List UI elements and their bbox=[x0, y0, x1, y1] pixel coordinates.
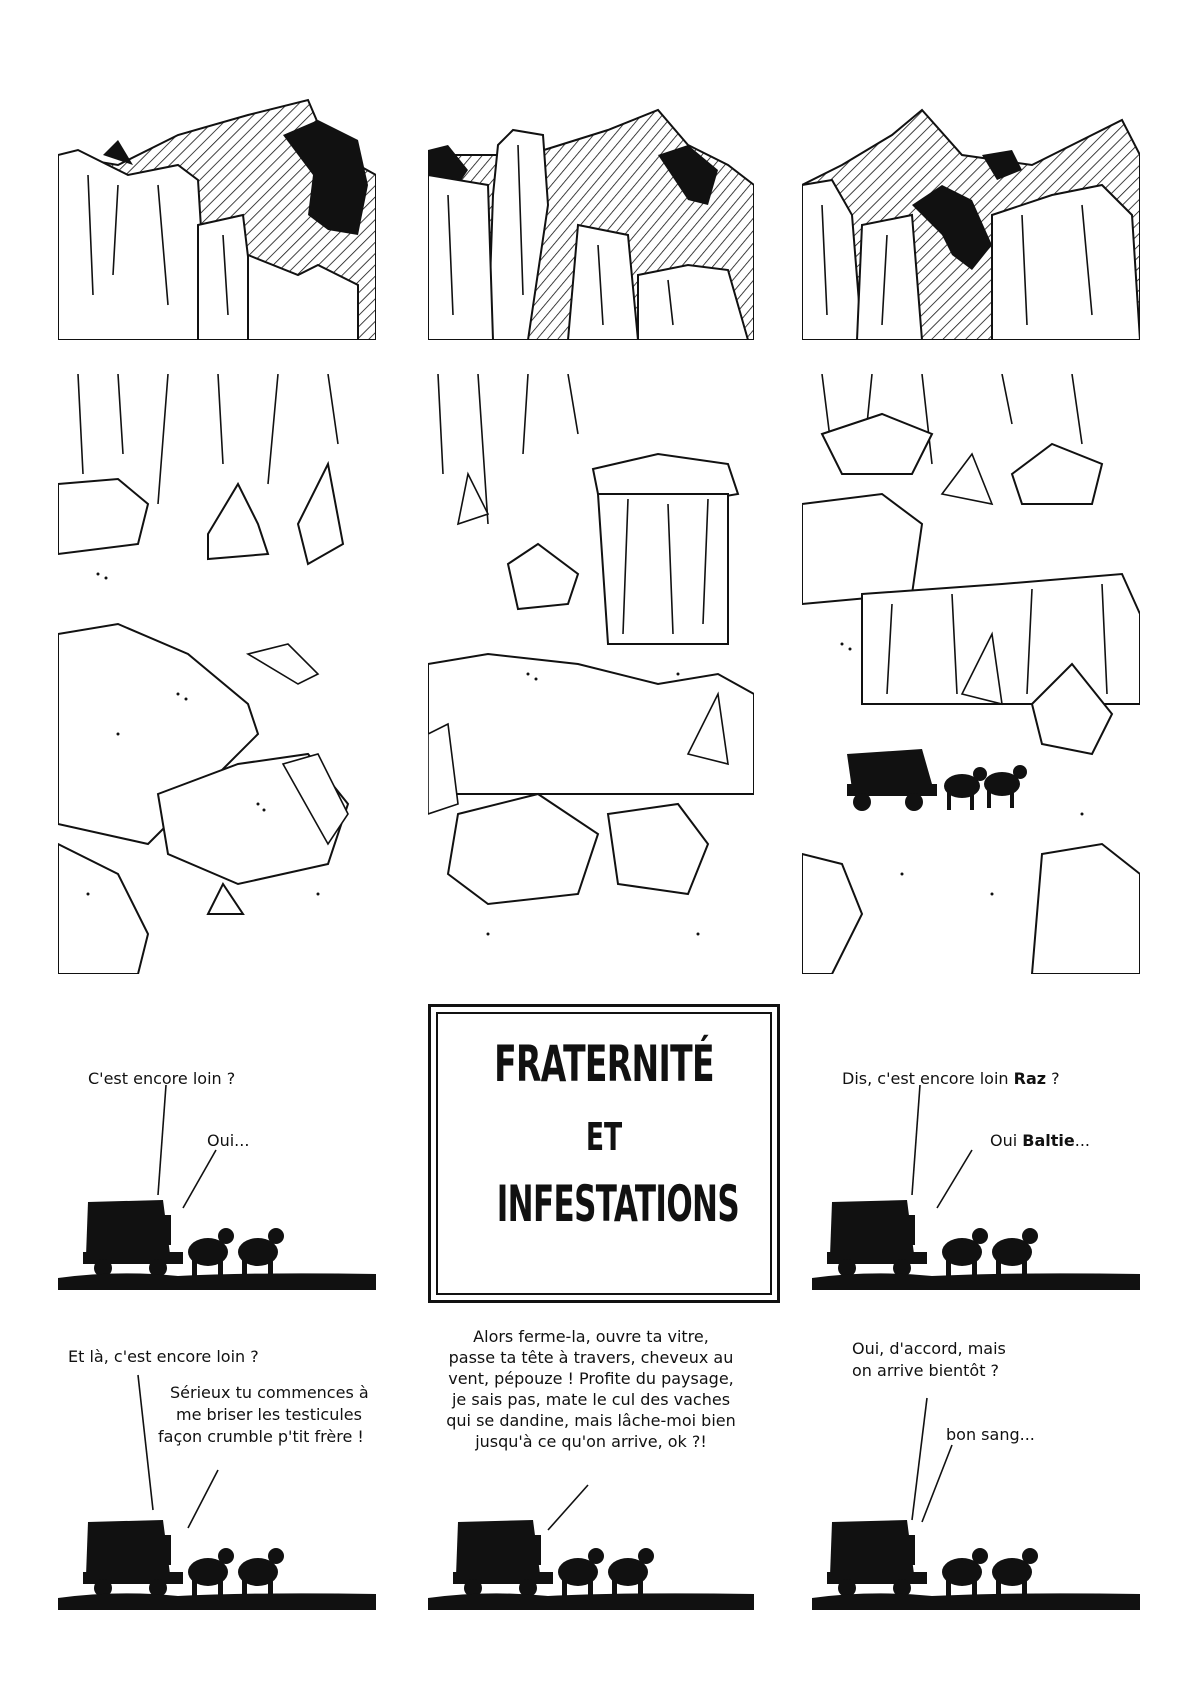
speech-p3-question-name: Raz bbox=[1013, 1069, 1047, 1088]
speech-p4-answer-line-2: me briser les testicules bbox=[176, 1405, 362, 1424]
speech-p3-answer-suffix: ... bbox=[1074, 1131, 1090, 1150]
speech-p5-line-6: jusqu'à ce qu'on arrive, ok ?! bbox=[475, 1432, 707, 1451]
ox-icon bbox=[942, 1548, 1038, 1596]
speech-p5-line-5: qui se dandine, mais lâche-moi bien bbox=[446, 1411, 736, 1430]
panel-mountain-peak-right bbox=[802, 95, 1140, 340]
mountain-icon bbox=[802, 95, 1140, 340]
speech-p5-line-3: vent, pépouze ! Profite du paysage, bbox=[448, 1369, 734, 1388]
speech-p3-answer bbox=[990, 1130, 1090, 1151]
ox-icon bbox=[942, 1228, 1038, 1276]
panel-mountain-peak-center bbox=[428, 95, 754, 340]
speech-p3-answer-prefix: Oui bbox=[990, 1131, 1023, 1150]
speech-p3-question bbox=[842, 1068, 1060, 1089]
title-line-2: ET bbox=[585, 1115, 623, 1159]
speech-p4-question: Et là, c'est encore loin ? bbox=[68, 1347, 259, 1366]
speech-p6-answer: bon sang... bbox=[946, 1425, 1035, 1444]
wagon-icon bbox=[453, 1520, 553, 1597]
mountain-icon bbox=[58, 374, 376, 974]
speech-p5-line-4: je sais pas, mate le cul des vaches bbox=[451, 1390, 731, 1409]
wagon-icon bbox=[83, 1520, 183, 1597]
ox-icon bbox=[188, 1228, 284, 1276]
panel-dialogue-4 bbox=[58, 1330, 376, 1620]
speech-p4-answer-line-3: façon crumble p'tit frère ! bbox=[158, 1427, 364, 1446]
speech-p5-line-2: passe ta tête à travers, cheveux au bbox=[448, 1348, 734, 1367]
speech-p4-answer-line-1: Sérieux tu commences à bbox=[170, 1383, 369, 1402]
wagon-icon bbox=[827, 1200, 927, 1277]
wagon-icon bbox=[83, 1200, 183, 1277]
mountain-icon bbox=[428, 374, 754, 974]
speech-p6-question-line-2: on arrive bientôt ? bbox=[852, 1361, 1000, 1380]
title-line-3: INFESTATIONS bbox=[496, 1175, 740, 1233]
ox-icon bbox=[188, 1548, 284, 1596]
speech-p6-question-line-1: Oui, d'accord, mais bbox=[852, 1339, 1006, 1358]
speech-p1-answer: Oui... bbox=[207, 1131, 250, 1150]
speech-p3-question-suffix: ? bbox=[1046, 1069, 1060, 1088]
speech-p5 bbox=[428, 1326, 754, 1452]
speech-p5-line-1: Alors ferme-la, ouvre ta vitre, bbox=[473, 1327, 709, 1346]
mountain-icon bbox=[802, 374, 1140, 974]
panel-canyon-right bbox=[802, 374, 1140, 974]
mountain-icon bbox=[428, 95, 754, 340]
panel-canyon-left bbox=[58, 374, 376, 974]
wagon-icon bbox=[827, 1520, 927, 1597]
ox-icon bbox=[944, 765, 1027, 810]
speech-p3-answer-name: Baltie bbox=[1022, 1131, 1075, 1150]
wagon-icon bbox=[847, 749, 937, 811]
title-card bbox=[428, 1004, 780, 1303]
speech-p1-question: C'est encore loin ? bbox=[88, 1069, 236, 1088]
mountain-icon bbox=[58, 95, 376, 340]
title-line-1: FRATERNITÉ bbox=[494, 1035, 714, 1093]
panel-mountain-peak-left bbox=[58, 95, 376, 340]
panel-canyon-center bbox=[428, 374, 754, 974]
ox-icon bbox=[558, 1548, 654, 1596]
speech-p3-question-prefix: Dis, c'est encore loin bbox=[842, 1069, 1014, 1088]
